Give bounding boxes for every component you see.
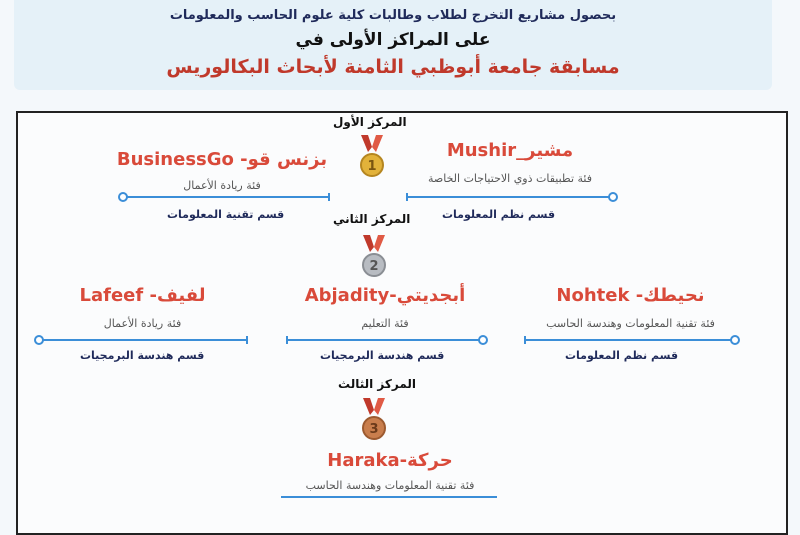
line-dot xyxy=(478,335,488,345)
divider-line xyxy=(286,339,480,341)
line-dot xyxy=(608,192,618,202)
line-dot xyxy=(730,335,740,345)
project-card-nohtek xyxy=(518,285,743,365)
project-name: أبجديتي-Abjadity xyxy=(304,285,466,306)
project-department: قسم هندسة البرمجيات xyxy=(320,349,445,362)
header-line1: بحصول مشاريع التخرج لطلاب وطالبات كلية علوم الحاسب والمعلومات xyxy=(169,8,617,23)
project-department: قسم نظم المعلومات xyxy=(565,349,679,362)
divider-line xyxy=(126,196,330,198)
medal-number: 2 xyxy=(369,259,379,274)
project-card-lafeef xyxy=(30,285,255,365)
divider-line xyxy=(281,496,497,498)
divider-line xyxy=(524,339,732,341)
second-place-label: المركز الثاني xyxy=(333,212,411,226)
project-category: فئة ريادة الأعمال xyxy=(103,317,182,330)
bronze-medal-icon xyxy=(359,398,389,442)
project-card-mushir xyxy=(400,140,620,220)
project-name: حركة-Haraka xyxy=(327,450,453,471)
project-category: فئة التعليم xyxy=(361,317,409,330)
line-tick xyxy=(328,193,330,201)
project-card-haraka xyxy=(275,450,505,500)
project-name: نحيطك- Nohtek xyxy=(556,285,705,306)
project-name: مشير_Mushir xyxy=(446,140,574,161)
project-card-abjadity xyxy=(280,285,490,365)
project-category: فئة تقنية المعلومات وهندسة الحاسب xyxy=(305,479,475,492)
project-category: فئة تطبيقات ذوي الاحتياجات الخاصة xyxy=(427,172,592,185)
header-banner xyxy=(14,0,772,90)
project-department: قسم نظم المعلومات xyxy=(442,208,556,221)
project-department: قسم تقنية المعلومات xyxy=(167,208,285,221)
project-name: بزنس قو- BusinessGo xyxy=(116,149,328,170)
medal-number: 3 xyxy=(369,422,379,437)
first-place-label: المركز الأول xyxy=(333,115,407,129)
project-department: قسم هندسة البرمجيات xyxy=(80,349,205,362)
line-tick xyxy=(246,336,248,344)
medal-number: 1 xyxy=(367,159,377,174)
divider-line xyxy=(42,339,248,341)
divider-line xyxy=(406,196,610,198)
header-line3: مسابقة جامعة أبوظبي الثامنة لأبحاث البكالوريس xyxy=(166,56,620,78)
gold-medal-icon xyxy=(357,135,387,179)
project-category: فئة ريادة الأعمال xyxy=(183,179,261,192)
project-category: فئة تقنية المعلومات وهندسة الحاسب xyxy=(546,317,715,330)
project-name: لفيف- Lafeef xyxy=(79,285,206,306)
header-line2: على المراكز الأولى في xyxy=(295,30,491,50)
silver-medal-icon xyxy=(359,235,389,279)
third-place-label: المركز الثالث xyxy=(338,377,416,391)
project-card-businessgo xyxy=(112,147,332,227)
